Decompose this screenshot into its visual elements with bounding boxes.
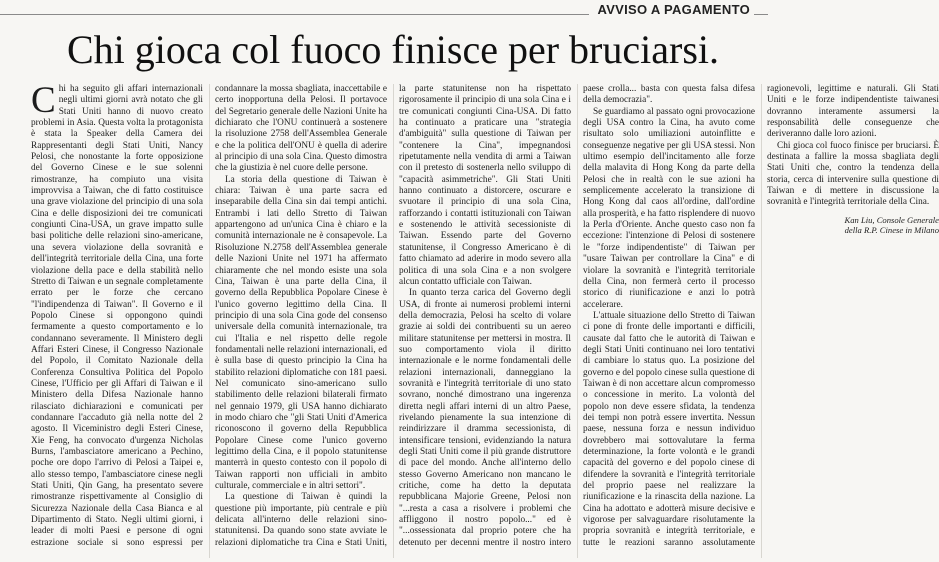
signature-title: della R.P. Cinese in Milano [844,225,939,236]
article-body [31,80,939,558]
headline: Chi gioca col fuoco finisce per bruciarsi. [67,27,719,72]
paid-notice-tag: AVVISO A PAGAMENTO [589,2,754,17]
paragraph-2: La storia della questione di Taiwan è chiara: Taiwan è una parte sacra ed inseparabile della Cina sin dai tempi antichi. Entrambi i lati dello Stretto di Taiwan appartengono ad un'unica Cina è chiaro e la comunità internazionale ne è consapevole. La Risoluzione N.2758 dell'Assemblea generale delle Nazioni Unite nel 1971 ha affermato chiaramente che nel mondo esiste una sola Cina, Taiwan è una parte della Cina, il governo della Repubblica Popolare Cinese è l'unico governo legittimo della Cina. Il principio di una sola Cina gode del consenso universale della comunità internazionale, tra cui l'Italia e nel rispetto delle regole fondamentali nelle relazioni internazionali, ed è sulla base di questo principio la Cina ha stabilito relazioni diplomatiche con 181 paesi. Nel comunicato sino-americano sullo stabilimento delle relazioni bilaterali firmato nel gennaio 1979, gli USA hanno dichiarato in modo chiaro che "gli Stati Uniti d'America riconoscono il governo della Repubblica Popolare Cinese come l'unico governo legittimo della Cina, e il popolo statunitense manterrà in questo contesto con il popolo di Taiwan rapporti non ufficiali in ambito culturale, commerciale e in altri settori". [215,174,387,492]
signature-name: Kan Liu, Console Generale [844,214,939,225]
paragraph-3: La questione di Taiwan è quindi la questione più importante, più centrale e più delicata all'interno delle relazioni sino-statunitensi. Da quando sono state avviate le relazioni diplomatiche tra Cina e Stati Uniti, la parte statunitense non ha rispettato rigorosamente il principio di una sola Cina e i tre comunicati congiunti Cina-USA. Di fatto ha continuato a praticare una "strategia d'ambiguità" sulla questione di Taiwan per "contenere la Cina", impegnandosi ripetutamente nella vendita di armi a Taiwan con il pretesto di sostenerla nello sviluppo di "capacità asimmetriche". Gli Stati Uniti hanno continuato a distorcere, oscurare e svuotare il principio di una sola Cina, rafforzando i contatti istituzionali con Taiwan e sostenendo le attività secessioniste di Taiwan. Essendo parte del Governo statunitense, il Congresso Americano è di fatto chiamato ad aderire in modo severo alla politica di una sola Cina e a non svolgere alcun contatto ufficiale con Taiwan. [215,84,571,548]
paragraph-1-text: hi ha seguito gli affari internazionali negli ultimi giorni avrà notato che gli Stati Uniti hanno di nuovo creato problemi in Asia. Questa volta la protagonista è stata la Speaker della Camera dei Rappresentanti degli Stati Uniti, Nancy Pelosi, che nonostante la forte opposizione del Governo Cinese e le sue solenni rimostranze, ha compiuto una visita improvvisa a Taiwan, che di fatto costituisce una grave violazione del principio di una sola Cina e delle disposizioni dei tre comunicati congiunti Cina-USA, un grave impatto sulle basi politiche delle relazioni sino-americane, una severa violazione della sovranità e dell'integrità territoriale della Cina, una forte violazione della pace e della stabilità nello Stretto di Taiwan e un segnale completamente errato per le forze che cercano "l'indipendenza di Taiwan". Il Governo e il Popolo Cinese si oppongono quindi fermamente a questo comportamento e lo condannano severamente. Il Ministero degli Affari Esteri Cinese, il Congresso Nazionale del Popolo, il Comitato Nazionale della Conferenza Consultiva Politica del Popolo Cinese, l'Ufficio per gli Affari di Taiwan e il Ministero della Difesa Nazionale hanno rilasciato dichiarazioni e comunicati per condannare l'accaduto già nella notte del 2 agosto. Il Viceministro degli Esteri Cinese, Xie Feng, ha convocato d'urgenza Nicholas Burns, l'ambasciatore americano a Pechino, poche ore dopo l'arrivo di Pelosi a Taipei e, allo stesso tempo, l'ambasciatore cinese negli Stati Uniti, Qin Gang, ha presentato severe rimostranze rispettivamente al Consiglio di Sicurezza Nazionale della Casa Bianca e al Dipartimento di Stato. Negli ultimi giorni, i leader di molti Paesi e persone di ogni estrazione sociale si sono espressi per condannare la mossa sbagliata, inaccettabile e certo inopportuna della Pelosi. Il portavoce del Segretario generale delle Nazioni Unite ha dichiarato che l'ONU continuerà a sostenere la risoluzione 2758 dell'Assemblea Generale e che la politica dell'ONU è quella di aderire al principio di una sola Cina. Questo dimostra che la giustizia è nel cuore delle persone. [31,84,387,548]
paragraph-4: In quanto terza carica del Governo degli USA, di fronte ai numerosi problemi interni della democrazia, Pelosi ha scelto di volare grazie ai soldi dei contribuenti su un aereo militare statunitense per mettersi in mostra. Il suo comportamento viola il diritto internazionale e le norme fondamentali delle relazioni internazionali, danneggiano la sovranità e l'integrità territoriale di uno stato sovrano, nonché dimostrano una ingerenza diretta negli affari interni di un altro Paese, rivelando pienamente la sua intenzione di reindirizzare il dramma secessionista, di intensificare tensioni, evidenziando la natura degli Stati Uniti come il più grande distruttore di pace del mondo. Anche all'interno dello stesso Governo Americano non mancano le critiche, come ha detto la deputata repubblicana Majorie Greene, Pelosi non "...resta a casa a risolvere i problemi che affliggono il nostro popolo..." ed è "...ossessionata dal proprio potere che ha detenuto per decenni mentre il nostro intero paese crolla... basta con questa falsa difesa della democrazia". [399,84,755,548]
drop-cap: C [31,80,56,121]
paragraph-5: Se guardiamo al passato ogni provocazione degli USA contro la Cina, ha avuto come risultato solo umiliazioni autoinflitte e conseguenze negative per gli USA stessi. Non ultimo esempio dell'incitamento alle forze della malavita di Hong Kong da parte della Pelosi che in realtà con le sue azioni ha semplicemente accelerato la transizione di Hong Kong dal caos all'ordine, dall'ordine alla prosperità, e ha fatto risplendere di nuovo la Perla d'Oriente. Anche questo caso non fa eccezione: l'intenzione di Pelosi di sostenere le "forze indipendentiste" di Taiwan per "usare Taiwan per controllare la Cina" e di violare la sovranità e l'integrità territoriale della Cina, non fermerà certo il processo storico di riunificazione e anzi lo potrà accelerare. [583,106,755,310]
paragraph-7: Chi gioca col fuoco finisce per bruciarsi. È destinata a fallire la mossa sbagliata degli Stati Uniti che, contro la tendenza della storia, cerca di intervenire sulla questione di Taiwan e di mettere in discussione la sovranità e l'integrità territoriale della Cina. [767,140,939,208]
paragraph-6: L'attuale situazione dello Stretto di Taiwan ci pone di fronte delle importanti e difficili, causate dal fatto che le autorità di Taiwan e degli Stati Uniti continuano nei loro tentativi di cambiare lo status quo. La posizione del governo e del popolo cinese sulla questione di Taiwan è di non accettare alcun compromesso o concessione in merito. La volontà del popolo non deve essere sfidata, la tendenza dei tempi non potrà essere invertita. Nessun paese, nessuna forza e nessun individuo dovrebbero mai sottovalutare la ferma determinazione, la forte volontà e le grandi capacità del governo e del popolo cinese di difendere la sovranità e l'integrità territoriale del proprio paese nel realizzare la riunificazione e la rinascita della nazione. La Cina ha adottato e adotterà misure decisive e vigorose per salvaguardare risolutamente la propria sovranità e integrità territoriale, e tutte le reazioni saranno assolutamente ragionevoli, legittime e naturali. Gli Stati Uniti e le forze indipendentiste taiwanesi dovranno interamente assumersi la responsabilità delle conseguenze che deriveranno dalle loro azioni. [583,84,939,548]
top-bar [0,0,768,24]
signature [767,215,939,236]
